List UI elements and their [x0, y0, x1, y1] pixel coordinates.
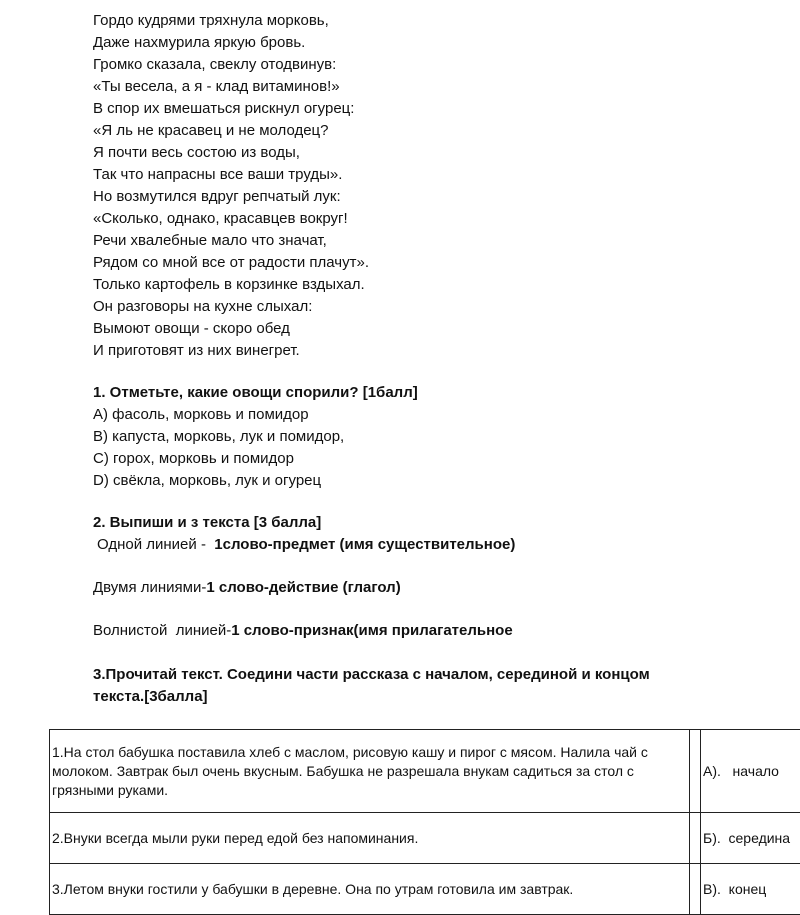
table-row	[50, 813, 800, 864]
question-1-option-a: А) фасоль, морковь и помидор	[93, 404, 713, 426]
poem-line: Он разговоры на кухне слыхал:	[93, 296, 693, 318]
poem-line: Речи хвалебные мало что значат,	[93, 230, 693, 252]
question-1-option-c: С) горох, морковь и помидор	[93, 448, 713, 470]
table-cell-text: 1.На стол бабушка поставила хлеб с маслом, рисовую кашу и пирог с мясом. Налила чай с молоком. Завтрак был очень вкусным. Бабушка не разрешала внукам садиться за стол с грязными руками.	[50, 730, 690, 813]
question-3-title-line-1: 3.Прочитай текст. Соедини части рассказа с началом, серединой и концом	[93, 664, 733, 686]
poem	[93, 10, 693, 362]
poem-line: «Я ль не красавец и не молодец?	[93, 120, 693, 142]
poem-line: Гордо кудрями тряхнула морковь,	[93, 10, 693, 32]
question-2-line-2	[93, 577, 733, 599]
poem-line: В спор их вмешаться рискнул огурец:	[93, 98, 693, 120]
poem-line: «Сколько, однако, красавцев вокруг!	[93, 208, 693, 230]
question-2	[93, 512, 733, 642]
question-2-title: 2. Выпиши и з текста [3 балла]	[93, 512, 733, 534]
table-cell-answer: В). конец	[701, 864, 800, 915]
table-cell-answer: Б). середина	[701, 813, 800, 864]
table-row	[50, 864, 800, 915]
question-2-line-3	[93, 620, 733, 642]
table-cell-spacer	[690, 864, 701, 915]
question-2-line-2-bold: 1 слово-действие (глагол)	[206, 579, 400, 596]
table-cell-text: 2.Внуки всегда мыли руки перед едой без напоминания.	[50, 813, 690, 864]
poem-line: Даже нахмурила яркую бровь.	[93, 32, 693, 54]
question-1	[93, 382, 713, 492]
poem-line: Но возмутился вдруг репчатый лук:	[93, 186, 693, 208]
table-cell-spacer	[690, 813, 701, 864]
question-3	[93, 664, 733, 708]
question-2-line-1-bold: 1слово-предмет (имя существительное)	[214, 536, 515, 553]
poem-line: И приготовят из них винегрет.	[93, 340, 693, 362]
question-2-line-1-prefix: Одной линией -	[97, 536, 214, 553]
poem-line: Рядом со мной все от радости плачут».	[93, 252, 693, 274]
poem-line: Вымоют овощи - скоро обед	[93, 318, 693, 340]
question-2-line-3-bold: 1 слово-признак(имя прилагательное	[231, 622, 512, 639]
question-1-title: 1. Отметьте, какие овощи спорили? [1балл]	[93, 382, 713, 404]
question-2-line-1	[93, 534, 733, 556]
question-2-line-3-prefix: Волнистой линией-	[93, 622, 231, 639]
question-2-line-2-prefix: Двумя линиями-	[93, 579, 206, 596]
table-row	[50, 730, 800, 813]
question-1-option-b: В) капуста, морковь, лук и помидор,	[93, 426, 713, 448]
question-1-option-d: D) свёкла, морковь, лук и огурец	[93, 470, 713, 492]
table-cell-text: 3.Летом внуки гостили у бабушки в деревне. Она по утрам готовила им завтрак.	[50, 864, 690, 915]
poem-line: Я почти весь состою из воды,	[93, 142, 693, 164]
question-3-title-line-2: текста.[3балла]	[93, 686, 733, 708]
matching-table	[49, 729, 800, 915]
poem-line: Громко сказала, свеклу отодвинув:	[93, 54, 693, 76]
table-cell-spacer	[690, 730, 701, 813]
poem-line: «Ты весела, а я - клад витаминов!»	[93, 76, 693, 98]
poem-line: Только картофель в корзинке вздыхал.	[93, 274, 693, 296]
table-cell-answer: А). начало	[701, 730, 800, 813]
poem-line: Так что напрасны все ваши труды».	[93, 164, 693, 186]
